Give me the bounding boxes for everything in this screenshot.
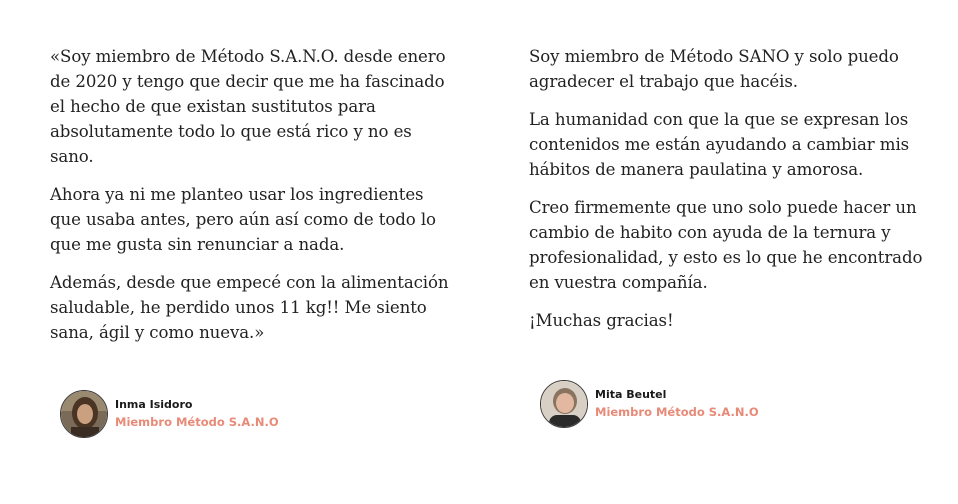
avatar bbox=[60, 390, 108, 438]
testimonial-paragraph: Ahora ya ni me planteo usar los ingredientes que usaba antes, pero aún así como de todo lo que me gusta sin renunciar a nada. bbox=[50, 185, 436, 254]
testimonial-paragraph: Además, desde que empecé con la alimentación saludable, he perdido unos 11 kg!! Me siento sana, ágil y como nueva.» bbox=[50, 273, 449, 342]
author-role: Miembro Método S.A.N.O bbox=[595, 405, 759, 419]
author-name: Inma Isidoro bbox=[115, 398, 193, 411]
testimonial-author bbox=[540, 380, 759, 428]
testimonial-paragraph: Soy miembro de Método SANO y solo puedo agradecer el trabajo que hacéis. bbox=[529, 47, 899, 91]
avatar bbox=[540, 380, 588, 428]
testimonial-author bbox=[60, 390, 279, 438]
testimonial-paragraph: La humanidad con que la que se expresan los contenidos me están ayudando a cambiar mis hábitos de manera paulatina y amorosa. bbox=[529, 110, 910, 179]
testimonial-paragraph: «Soy miembro de Método S.A.N.O. desde enero de 2020 y tengo que decir que me ha fascinado el hecho de que existan sustitutos para absolutamente todo lo que está rico y no es sano. bbox=[50, 47, 446, 166]
testimonial-paragraph: ¡Muchas gracias! bbox=[529, 311, 674, 330]
author-name: Mita Beutel bbox=[595, 388, 667, 401]
testimonial-paragraph: Creo firmemente que uno solo puede hacer un cambio de habito con ayuda de la ternura y profesionalidad, y esto es lo que he encontrado en vuestra compañía. bbox=[529, 198, 923, 292]
author-role: Miembro Método S.A.N.O bbox=[115, 415, 279, 429]
testimonial-left bbox=[50, 44, 450, 429]
testimonial-right bbox=[529, 44, 929, 419]
